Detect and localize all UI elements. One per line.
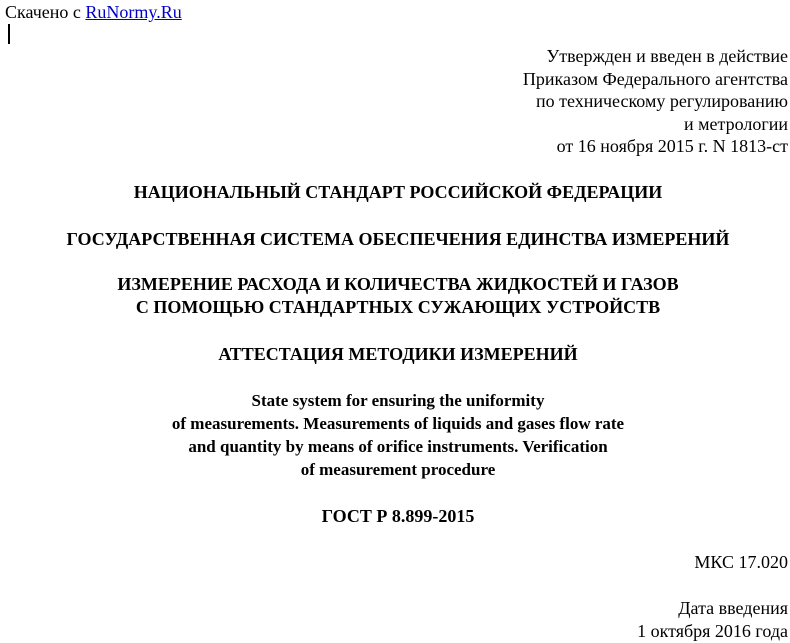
approval-line: по техническому регулированию bbox=[535, 91, 788, 111]
approval-line: Приказом Федерального агентства bbox=[522, 68, 788, 89]
effective-date-label: Дата введения bbox=[678, 598, 788, 618]
text-cursor bbox=[8, 24, 10, 44]
national-standard-title: НАЦИОНАЛЬНЫЙ СТАНДАРТ РОССИЙСКОЙ ФЕДЕРАЦИИ bbox=[133, 182, 663, 202]
standard-designation: ГОСТ Р 8.899-2015 bbox=[321, 506, 475, 526]
source-line bbox=[5, 1, 182, 23]
classification-code: МКС 17.020 bbox=[694, 552, 788, 572]
english-title-line: and quantity by means of orifice instruments. Verification bbox=[188, 437, 608, 456]
english-title-line: of measurement procedure bbox=[300, 460, 496, 479]
measurement-title-line-1: ИЗМЕРЕНИЕ РАСХОДА И КОЛИЧЕСТВА ЖИДКОСТЕЙ И ГАЗОВ bbox=[117, 274, 679, 294]
state-system-title: ГОСУДАРСТВЕННАЯ СИСТЕМА ОБЕСПЕЧЕНИЯ ЕДИНСТВА ИЗМЕРЕНИЙ bbox=[66, 229, 730, 249]
effective-date-value: 1 октября 2016 года bbox=[637, 621, 788, 641]
approval-block bbox=[523, 45, 788, 158]
english-title-line: State system for ensuring the uniformity bbox=[251, 391, 545, 410]
approval-line: от 16 ноября 2015 г. N 1813-ст bbox=[556, 136, 788, 156]
source-prefix: Скачено с bbox=[5, 2, 86, 22]
approval-line: и метрологии bbox=[684, 113, 788, 134]
approval-line: Утвержден и введен в действие bbox=[546, 46, 788, 66]
certification-title: АТТЕСТАЦИЯ МЕТОДИКИ ИЗМЕРЕНИЙ bbox=[218, 344, 578, 364]
measurement-title-line-2: С ПОМОЩЬЮ СТАНДАРТНЫХ СУЖАЮЩИХ УСТРОЙСТВ bbox=[135, 297, 661, 317]
english-title-line: of measurements. Measurements of liquids and gases flow rate bbox=[171, 414, 625, 433]
runormy-link[interactable]: RuNormy.Ru bbox=[85, 2, 182, 22]
